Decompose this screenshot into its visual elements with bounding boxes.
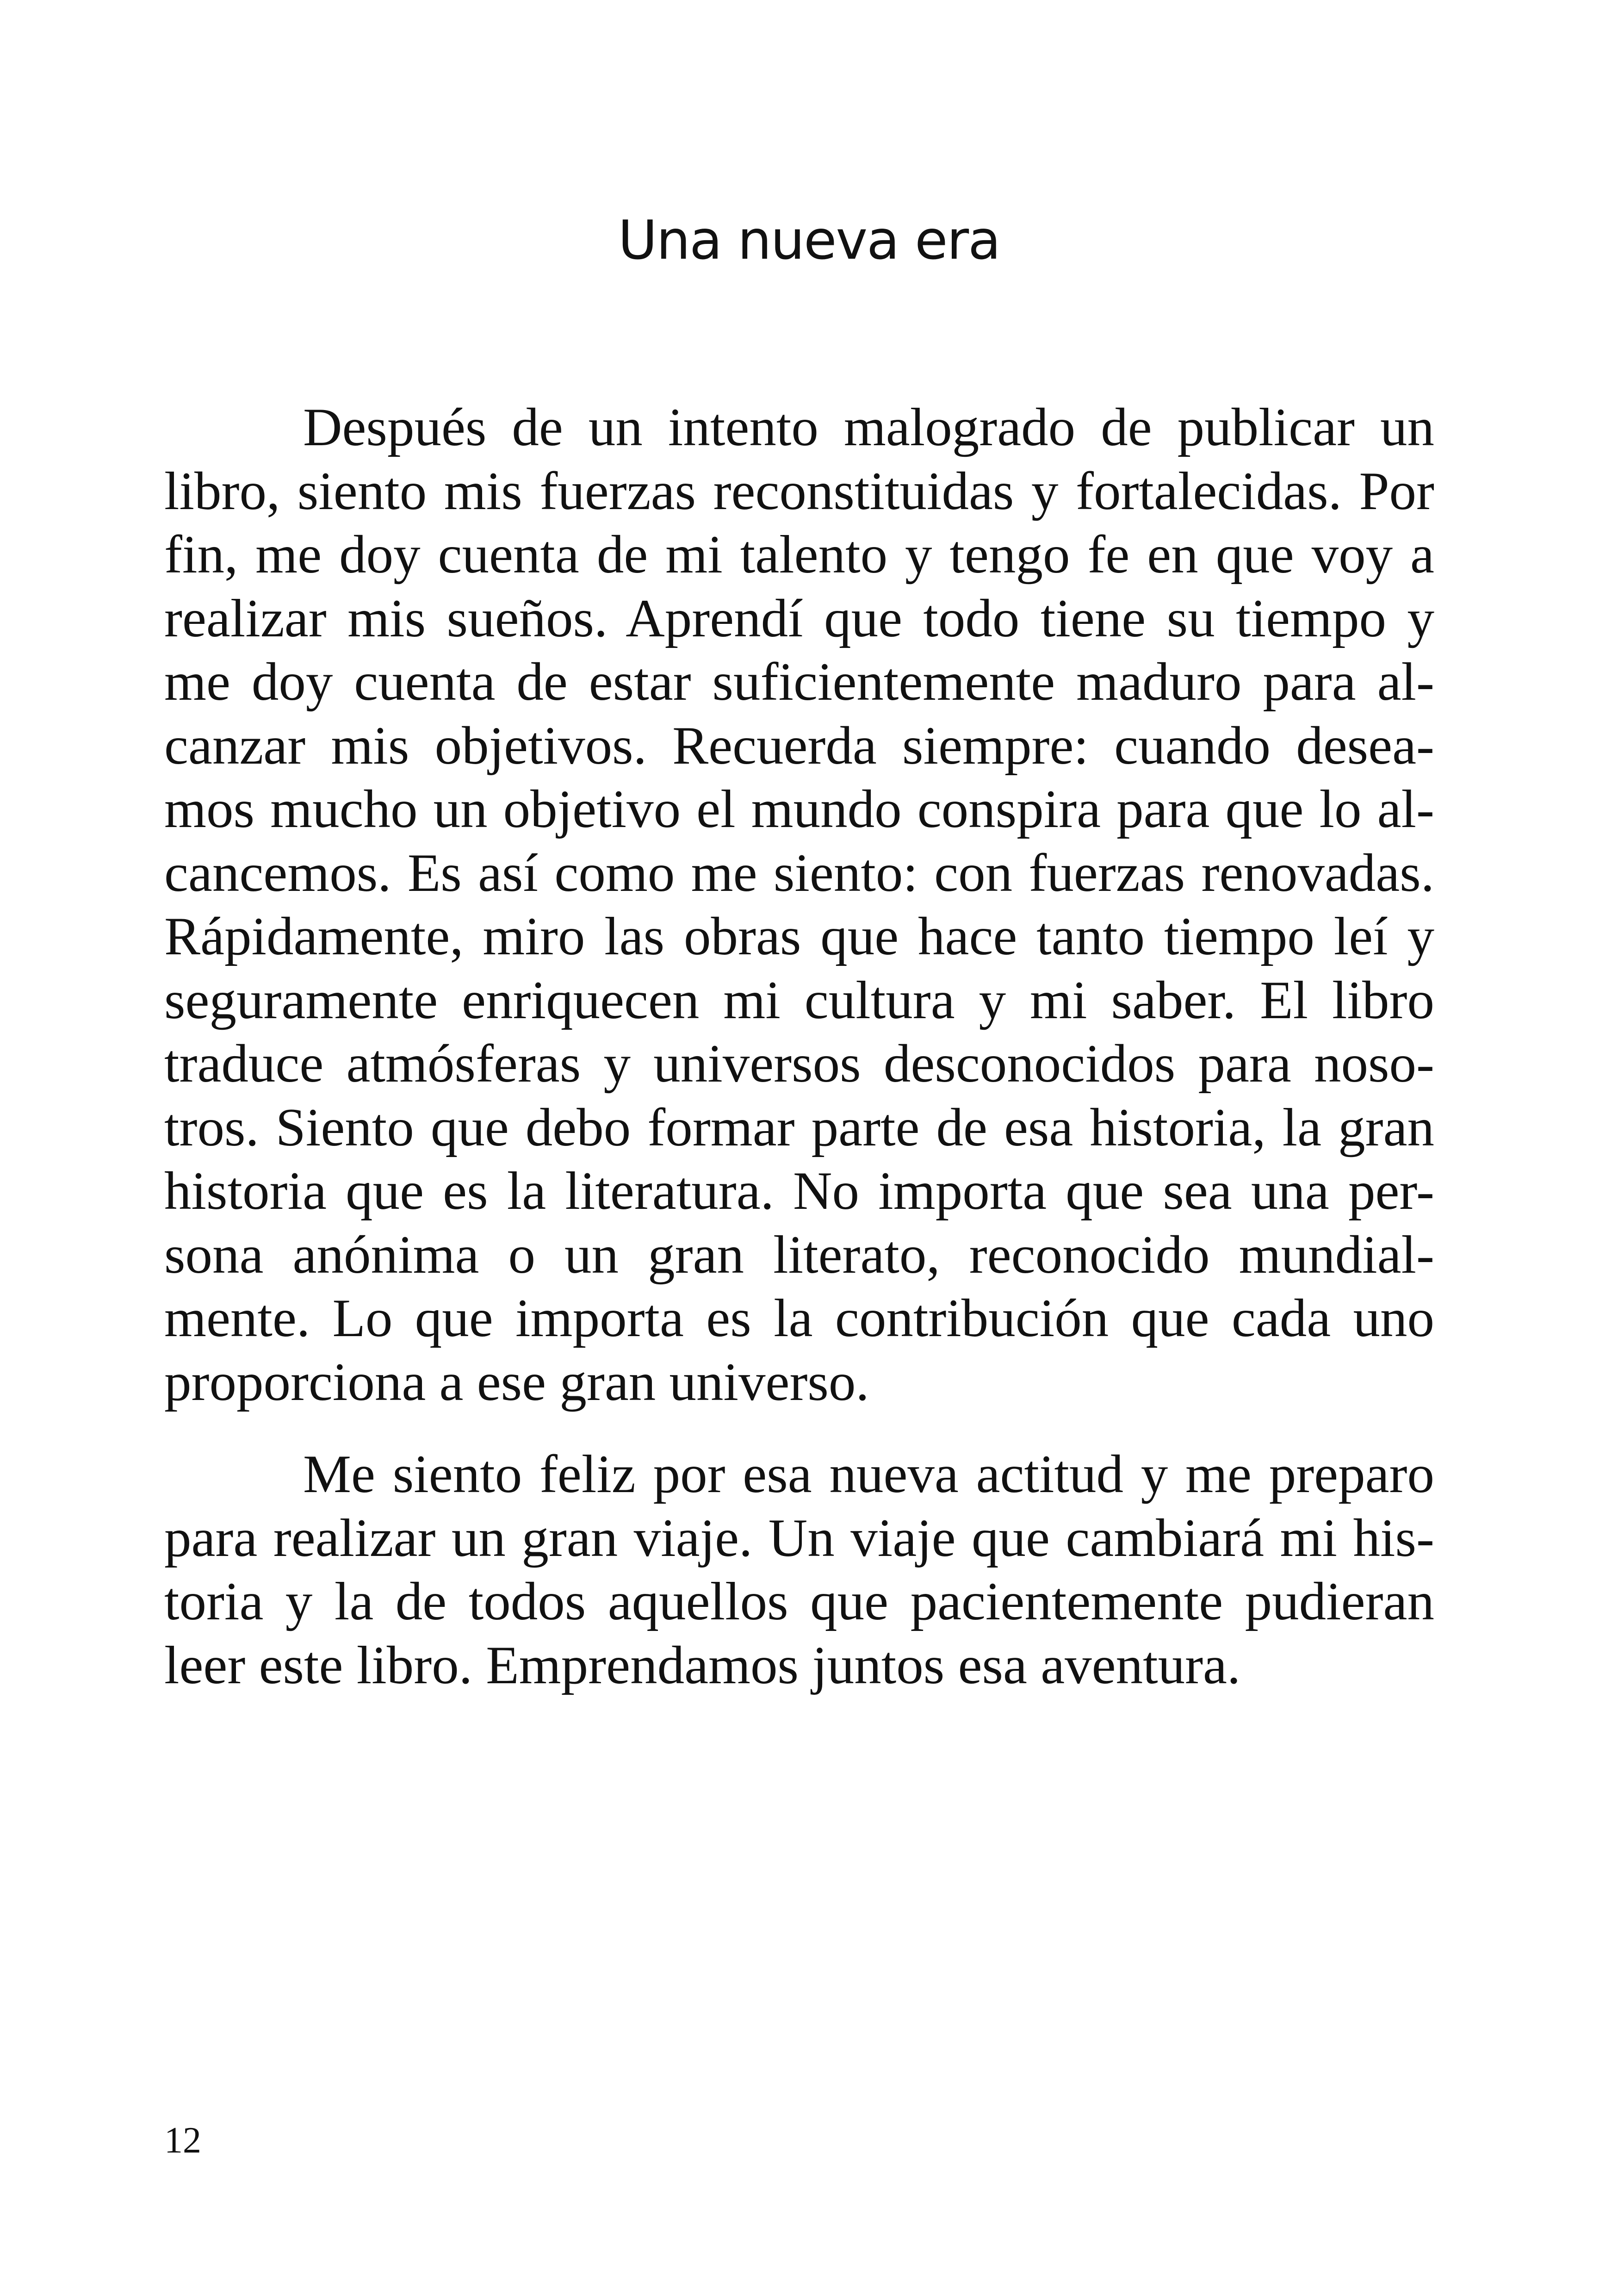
text-line: historia que es la literatura. No importa que sea una per- <box>164 1161 1434 1221</box>
paragraph-2 <box>164 1443 1434 1697</box>
text-line: realizar mis sueños. Aprendí que todo tiene su tiempo y <box>164 588 1434 648</box>
text-line: traduce atmósferas y universos desconocidos para noso- <box>164 1034 1434 1094</box>
text-line: libro, siento mis fuerzas reconstituidas y fortalecidas. Por <box>164 461 1434 521</box>
paragraph-1 <box>164 396 1434 1414</box>
text-line: Después de un intento malogrado de publicar un <box>303 398 1434 457</box>
text-line: tros. Siento que debo formar parte de esa historia, la gran <box>164 1097 1434 1157</box>
text-line: seguramente enriquecen mi cultura y mi saber. El libro <box>164 970 1434 1030</box>
text-line: canzar mis objetivos. Recuerda siempre: cuando desea- <box>164 716 1434 776</box>
chapter-body <box>164 396 1434 1697</box>
text-line: cancemos. Es así como me siento: con fuerzas renovadas. <box>164 843 1434 903</box>
text-line: para realizar un gran viaje. Un viaje que cambiará mi his- <box>164 1508 1434 1568</box>
text-line: mos mucho un objetivo el mundo conspira para que lo al- <box>164 779 1434 839</box>
text-line: Rápidamente, miro las obras que hace tanto tiempo leí y <box>164 907 1434 966</box>
text-line: sona anónima o un gran literato, reconocido mundial- <box>164 1225 1434 1285</box>
text-line: me doy cuenta de estar suficientemente maduro para al- <box>164 652 1434 712</box>
text-line: proporciona a ese gran universo. <box>164 1352 869 1412</box>
chapter-title: Una nueva era <box>618 209 1000 272</box>
page-number: 12 <box>164 2120 201 2161</box>
text-line: Me siento feliz por esa nueva actitud y me preparo <box>303 1444 1434 1504</box>
text-line: leer este libro. Emprendamos juntos esa aventura. <box>164 1635 1241 1695</box>
text-line: fin, me doy cuenta de mi talento y tengo fe en que voy a <box>164 525 1434 585</box>
text-line: mente. Lo que importa es la contribución que cada uno <box>164 1288 1434 1348</box>
text-line: toria y la de todos aquellos que pacientemente pudieran <box>164 1572 1434 1631</box>
